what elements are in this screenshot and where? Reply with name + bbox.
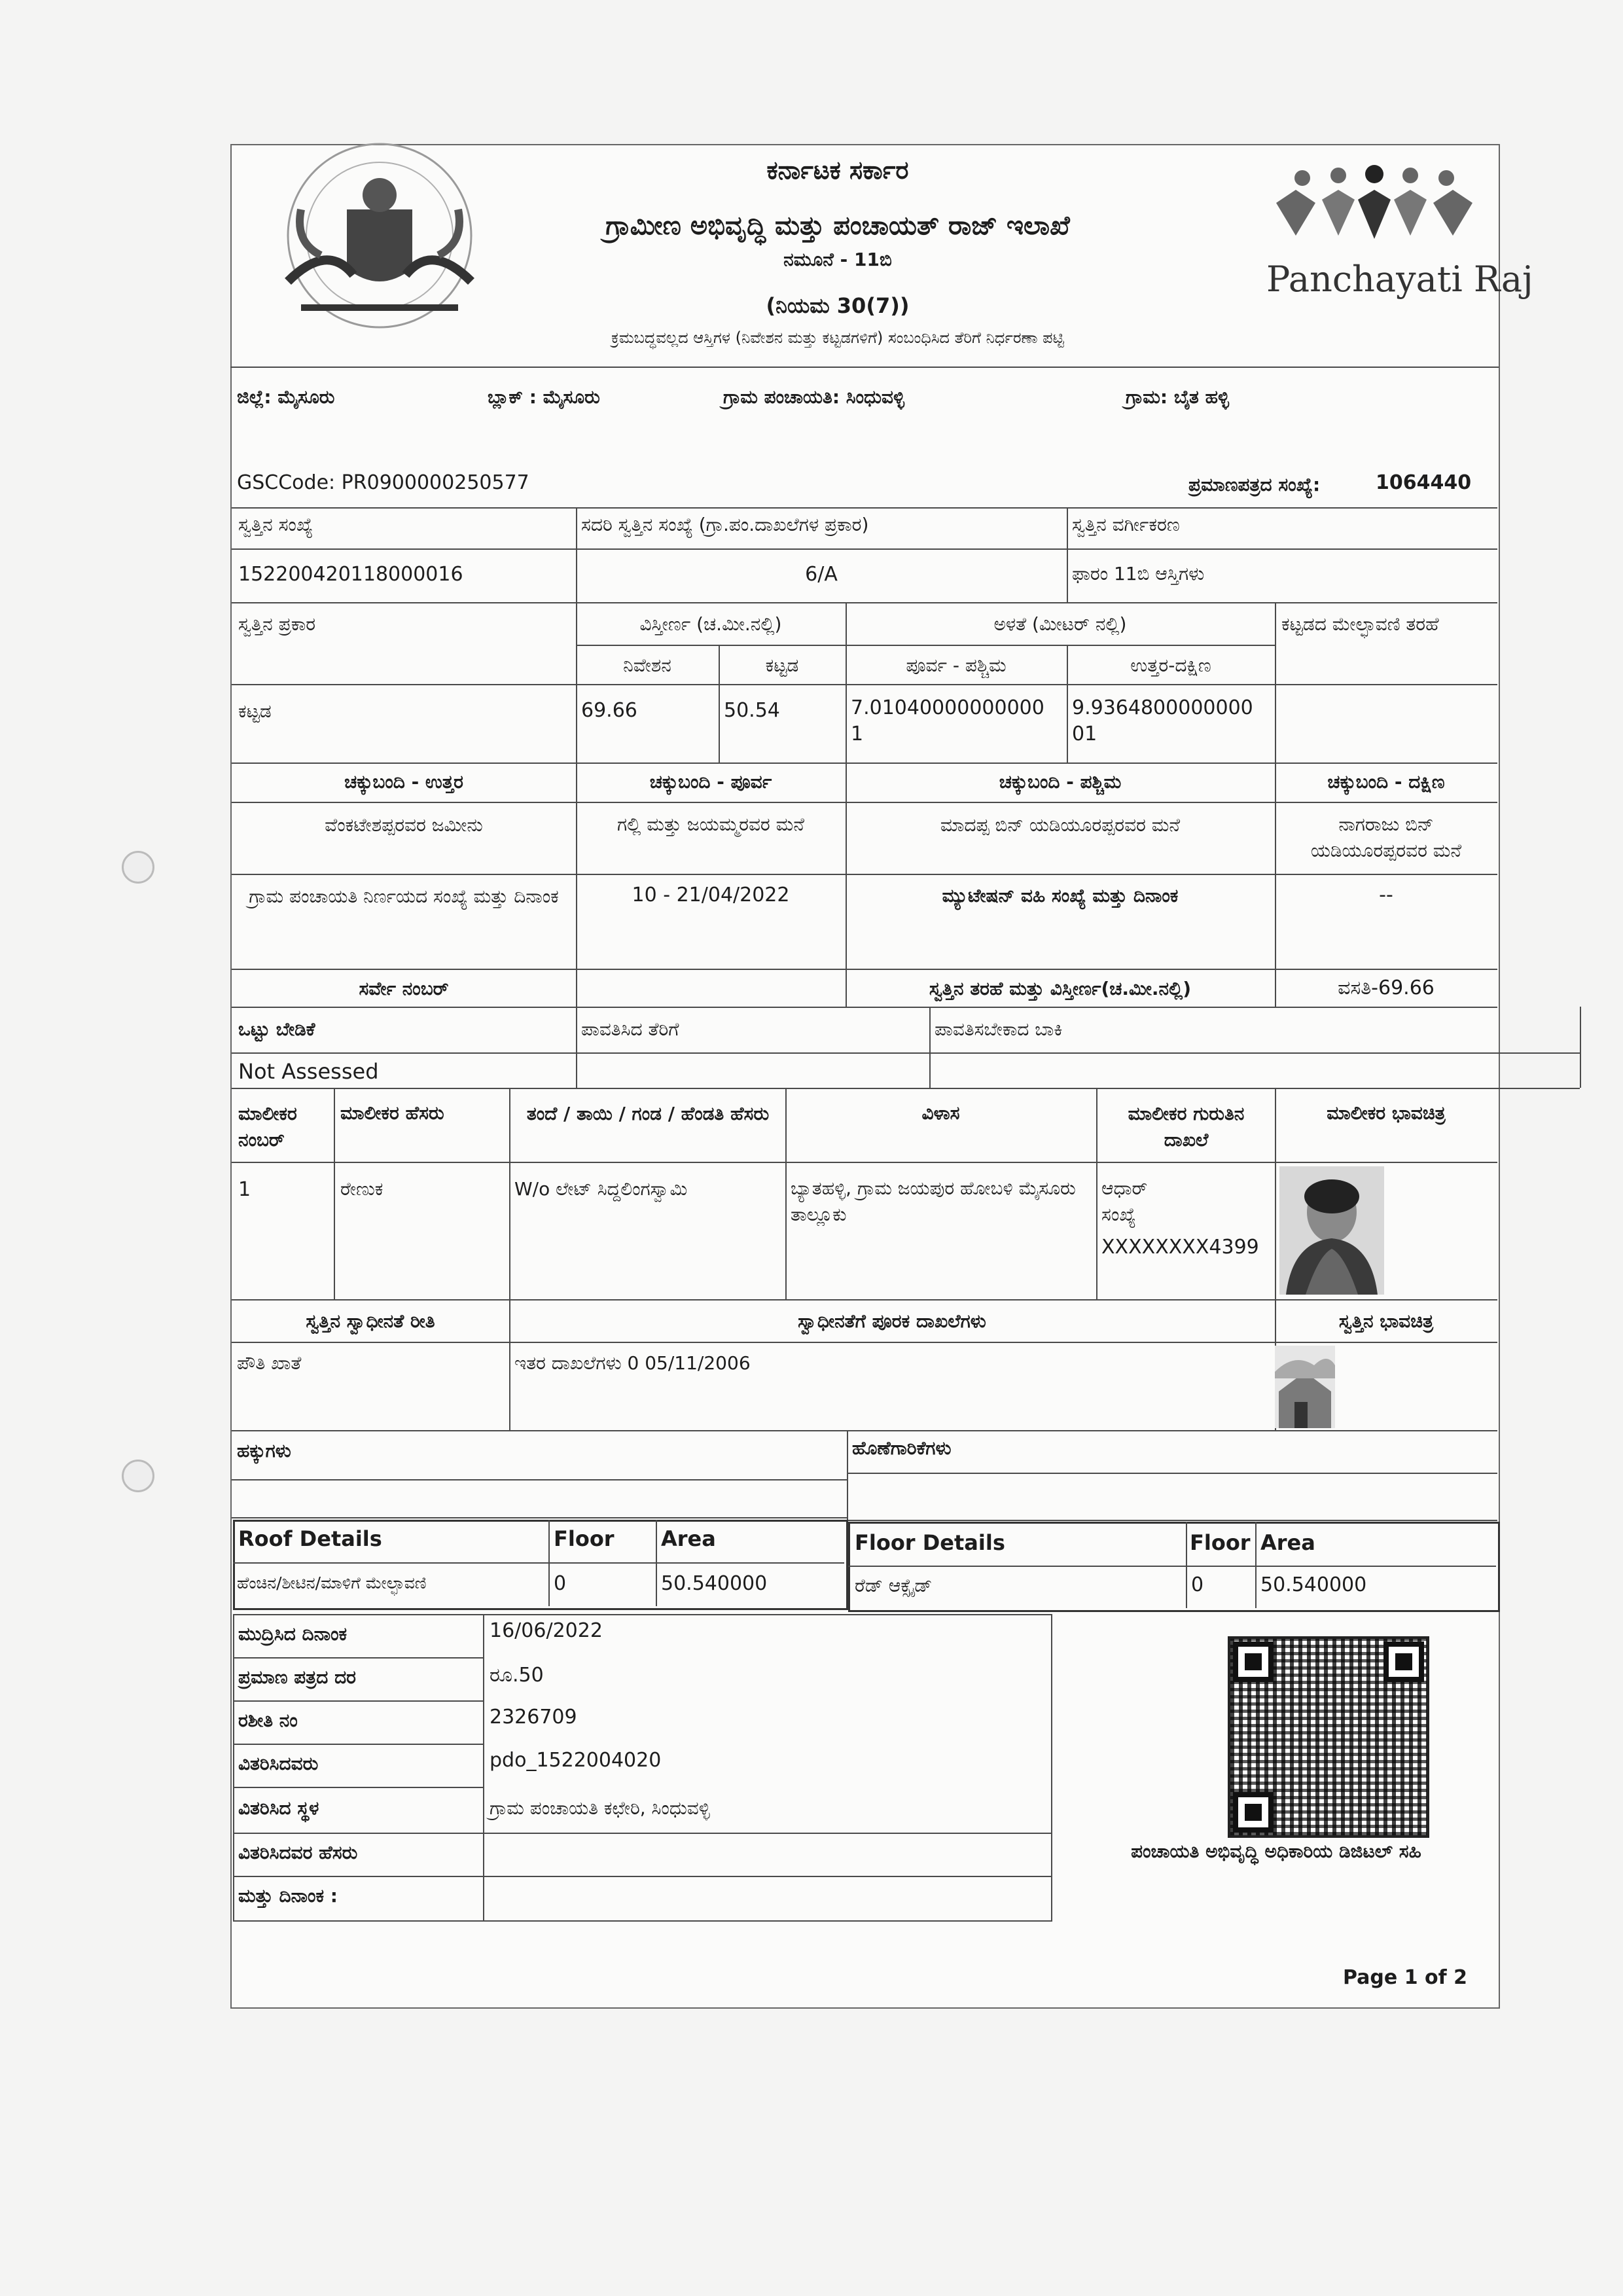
table-rule — [232, 1342, 1497, 1343]
table-rule — [232, 1299, 1497, 1300]
qr-finder — [1233, 1641, 1274, 1682]
table-col — [1051, 1614, 1052, 1922]
roof-area: 50.540000 — [661, 1572, 768, 1595]
boundary-south-header: ಚಕ್ಕುಬಂದಿ - ದಕ್ಷಿಣ — [1327, 771, 1445, 793]
owner-id-type: ಆಧಾರ್ ಸಂಖ್ಯೆ — [1101, 1177, 1148, 1225]
place: ಗ್ರಾಮ ಪಂಚಾಯತಿ ಕಛೇರಿ, ಸಿಂಧುವಳ್ಳಿ — [490, 1797, 710, 1819]
building-header: ಕಟ್ಟಡ — [765, 655, 799, 676]
department-title: ಗ್ರಾಮೀಣ ಅಭಿವೃದ್ಧಿ ಮತ್ತು ಪಂಚಾಯತ್ ರಾಜ್ ಇಲಾಖೆ — [605, 211, 1070, 241]
issuer: pdo_1522004020 — [490, 1749, 662, 1772]
owner-name: ರೇಣುಕ — [340, 1178, 383, 1200]
table-col — [1275, 602, 1276, 762]
district: ಜಿಲ್ಲೆ: ಮೈಸೂರು — [237, 386, 335, 408]
table-rule — [232, 1162, 1497, 1163]
roof-type: ಹೆಂಚಿನ/ಶೀಟಿನ/ಮಾಳಿಗೆ ಮೇಲ್ಛಾವಣಿ — [237, 1573, 427, 1592]
property-id-header: ಸ್ವತ್ತಿನ ಸಂಖ್ಯೆ — [238, 514, 313, 535]
owner-id-header: ಮಾಲೀಕರ ಗುರುತಿನ ದಾಖಲೆ — [1128, 1103, 1245, 1151]
resolution-value: 10 - 21/04/2022 — [632, 884, 790, 906]
table-rule — [232, 1430, 1497, 1431]
owner-name-header: ಮಾಲೀಕರ ಹೆಸರು — [340, 1102, 444, 1124]
table-col — [929, 1007, 931, 1088]
table-rule — [847, 1520, 1497, 1521]
east-west-header: ಪೂರ್ವ - ಪಶ್ಚಿಮ — [906, 655, 1007, 676]
table-rule — [233, 1920, 1051, 1922]
table-col — [1580, 1007, 1581, 1088]
ownership-docs: ಇತರ ದಾಖಲೆಗಳು 0 05/11/2006 — [514, 1352, 751, 1374]
table-rule — [576, 645, 1275, 646]
boundary-south: ನಾಗರಾಜು ಬಿನ್ ಯಡಿಯೂರಪ್ಪರವರ ಮನೆ — [1310, 814, 1462, 861]
block: ಬ್ಲಾಕ್ : ಮೈಸೂರು — [488, 386, 600, 408]
table-rule — [232, 507, 1497, 509]
roof-type-header: ಕಟ್ಟಡದ ಮೇಲ್ಛಾವಣಿ ತರಹೆ — [1281, 613, 1439, 635]
owner-address: ಬ್ಯಾತಹಳ್ಳಿ, ಗ್ರಾಮ ಜಯಪುರ ಹೋಬಳಿ ಮೈಸೂರು ತಾಲ್ಲೂಕು — [791, 1177, 1076, 1225]
gram-panchayat: ಗ್ರಾಮ ಪಂಚಾಯತಿ: ಸಿಂಧುವಳ್ಳಿ — [723, 386, 905, 408]
table-rule — [233, 1744, 483, 1745]
table-rule — [232, 684, 1497, 685]
ownership-method: ಪೌತಿ ಖಾತೆ — [237, 1352, 302, 1374]
qr-finder — [1383, 1641, 1424, 1682]
table-col — [847, 1430, 848, 1520]
owner-number-header: ಮಾಲೀಕರ ನಂಬರ್ — [238, 1103, 297, 1151]
floor-floor-header: Floor — [1190, 1530, 1251, 1555]
fee-label: ಪ್ರಮಾಣ ಪತ್ರದ ದರ — [238, 1666, 356, 1688]
floor-floor: 0 — [1191, 1573, 1204, 1596]
table-col — [1255, 1522, 1257, 1608]
table-rule — [232, 874, 1497, 875]
punch-hole-bottom — [122, 1460, 154, 1492]
place-label: ವಿತರಿಸಿದ ಸ್ಥಳ — [238, 1797, 319, 1819]
type-area-value: ವಸತಿ-69.66 — [1338, 977, 1435, 999]
east-west-value: 7.01040000000000 1 — [851, 696, 1044, 745]
table-rule — [233, 1614, 1051, 1615]
owner-id-number: XXXXXXXX4399 — [1101, 1236, 1259, 1259]
page-number: Page 1 of 2 — [1343, 1966, 1467, 1989]
table-col — [576, 1007, 577, 1088]
certificate-number-label: ಪ್ರಮಾಣಪತ್ರದ ಸಂಖ್ಯೆ: — [1188, 474, 1321, 495]
dimensions-header: ಅಳತೆ (ಮೀಟರ್ ನಲ್ಲಿ) — [993, 613, 1127, 635]
table-col — [1067, 507, 1068, 602]
boundary-east-header: ಚಕ್ಕುಬಂದಿ - ಪೂರ್ವ — [649, 771, 772, 793]
owner-photo-header: ಮಾಲೀಕರ ಭಾವಚಿತ್ರ — [1327, 1102, 1446, 1124]
table-rule — [232, 1007, 1497, 1008]
site-area: 69.66 — [581, 699, 637, 722]
digital-signature-label: ಪಂಚಾಯತಿ ಅಭಿವೃದ್ಧಿ ಅಧಿಕಾರಿಯ ಡಿಜಿಟಲ್ ಸಹಿ — [1131, 1840, 1421, 1862]
ownership-method-header: ಸ್ವತ್ತಿನ ಸ್ವಾಧೀನತೆ ರೀತಿ — [306, 1310, 435, 1332]
roof-floor: 0 — [554, 1572, 567, 1595]
table-col — [656, 1520, 657, 1606]
old-property-id: 6/A — [805, 563, 838, 586]
boundary-west-header: ಚಕ್ಕುಬಂದಿ - ಪಶ್ಚಿಮ — [999, 771, 1122, 793]
building-area: 50.54 — [724, 699, 780, 722]
rights-header: ಹಕ್ಕುಗಳು — [237, 1440, 291, 1462]
table-rule — [233, 1787, 483, 1788]
classification: ಫಾರಂ 11ಬಿ ಆಸ್ತಿಗಳು — [1072, 563, 1205, 584]
fee: ರೂ.50 — [490, 1664, 544, 1687]
table-rule — [232, 1088, 1580, 1089]
table-rule — [232, 802, 1497, 803]
qr-finder — [1233, 1792, 1274, 1833]
table-rule — [233, 1700, 483, 1702]
boundary-west: ಮಾದಪ್ಪ ಬಿನ್ ಯಡಿಯೂರಪ್ಪರವರ ಮನೆ — [940, 814, 1181, 836]
boundary-north: ವೆಂಕಟೇಶಪ್ಪರವರ ಜಮೀನು — [325, 814, 483, 836]
punch-hole-top — [122, 851, 154, 884]
document-subtitle: ಕ್ರಮಬದ್ಧವಲ್ಲದ ಆಸ್ತಿಗಳ (ನಿವೇಶನ ಮತ್ತು ಕಟ್ಟಡಗಳಿಗೆ) ಸಂಬಂಧಿಸಿದ ತೆರಿಗೆ ನಿರ್ಧರಣಾ ಪಟ್ಟಿ — [611, 329, 1064, 347]
table-col — [548, 1520, 550, 1606]
property-id: 152200420118000016 — [238, 563, 463, 586]
floor-type: ರೆಡ್ ಆಕ್ಸೈಡ್ — [855, 1575, 933, 1596]
print-date-label: ಮುದ್ರಿಸಿದ ದಿನಾಂಕ — [238, 1623, 348, 1645]
table-rule — [232, 969, 1497, 970]
karnataka-emblem — [242, 137, 504, 353]
receipt-number: 2326709 — [490, 1706, 577, 1729]
table-rule — [233, 1657, 483, 1659]
table-col — [509, 1088, 510, 1299]
total-demand: Not Assessed — [238, 1059, 379, 1084]
table-rule — [232, 762, 1497, 764]
table-rule — [848, 1566, 1496, 1567]
liabilities-header: ಹೊಣೆಗಾರಿಕೆಗಳು — [852, 1437, 952, 1459]
north-south-header: ಉತ್ತರ-ದಕ್ಷಿಣ — [1130, 655, 1211, 676]
relation-header: ತಂದೆ / ತಾಯಿ / ಗಂಡ / ಹೆಂಡತಿ ಹೆಸರು — [526, 1103, 770, 1124]
form-number: ನಮೂನೆ - 11ಬಿ — [783, 249, 892, 270]
table-rule — [233, 1562, 844, 1564]
type-area-label: ಸ್ವತ್ತಿನ ತರಹೆ ಮತ್ತು ವಿಸ್ತೀರ್ಣ(ಚ.ಮೀ.ನಲ್ಲಿ) — [929, 978, 1192, 999]
table-rule — [847, 1473, 1497, 1474]
table-rule — [232, 1517, 847, 1518]
boundary-north-header: ಚಕ್ಕುಬಂದಿ - ಉತ್ತರ — [344, 771, 463, 793]
roof-area-header: Area — [661, 1526, 716, 1551]
header-divider — [230, 367, 1499, 368]
classification-header: ಸ್ವತ್ತಿನ ವರ್ಗೀಕರಣ — [1072, 514, 1180, 535]
owner-number: 1 — [238, 1178, 251, 1201]
table-col — [1186, 1522, 1187, 1608]
village: ಗ್ರಾಮ: ಬೈತ ಹಳ್ಳಿ — [1126, 386, 1230, 408]
table-rule — [233, 1876, 1051, 1877]
government-title: ಕರ್ನಾಟಕ ಸರ್ಕಾರ — [766, 156, 909, 185]
table-rule — [232, 1479, 847, 1480]
panchayati-raj-logo — [1263, 164, 1486, 255]
mutation-label: ಮ್ಯುಟೇಷನ್ ವಹಿ ಸಂಖ್ಯೆ ಮತ್ತು ದಿನಾಂಕ — [942, 885, 1179, 906]
due-tax-header: ಪಾವತಿಸಬೇಕಾದ ಬಾಕಿ — [935, 1018, 1063, 1040]
floor-area: 50.540000 — [1260, 1573, 1367, 1596]
gsc-code: GSCCode: PR0900000250577 — [237, 471, 529, 494]
roof-details-title: Roof Details — [238, 1526, 382, 1551]
table-rule — [233, 1833, 1051, 1834]
issuer-label: ವಿತರಿಸಿದವರು — [238, 1753, 319, 1774]
table-rule — [232, 1052, 1580, 1054]
ownership-docs-header: ಸ್ವಾಧೀನತೆಗೆ ಪೂರಕ ದಾಖಲೆಗಳು — [798, 1310, 986, 1332]
survey-label: ಸರ್ವೇ ನಂಬರ್ — [359, 978, 449, 999]
total-demand-header: ಒಟ್ಟು ಬೇಡಿಕೆ — [238, 1018, 315, 1040]
boundary-east: ಗಲ್ಲಿ ಮತ್ತು ಜಯಮ್ಮರವರ ಮನೆ — [617, 814, 804, 835]
floor-area-header: Area — [1260, 1530, 1315, 1555]
table-col — [1096, 1088, 1097, 1299]
floor-details-title: Floor Details — [855, 1530, 1005, 1555]
rule-number: (ನಿಯಮ 30(7)) — [766, 293, 910, 318]
receipt-label: ರಶೀತಿ ನಂ — [238, 1710, 298, 1731]
roof-floor-header: Floor — [554, 1526, 615, 1551]
old-property-id-header: ಸದರಿ ಸ್ವತ್ತಿನ ಸಂಖ್ಯೆ (ಗ್ರಾ.ಪಂ.ದಾಖಲೆಗಳ ಪ್ರಕಾರ) — [581, 514, 869, 535]
panchayati-raj-logo-text: Panchayati Raj — [1266, 259, 1533, 300]
table-rule — [232, 602, 1497, 603]
owner-photo — [1279, 1166, 1384, 1295]
area-header: ವಿಸ್ತೀರ್ಣ (ಚ.ಮೀ.ನಲ್ಲಿ) — [639, 613, 782, 635]
qr-code — [1228, 1636, 1429, 1838]
certificate-number: 1064440 — [1376, 471, 1472, 494]
issue-date-label: ಮತ್ತು ದಿನಾಂಕ : — [238, 1885, 338, 1907]
property-photo-header: ಸ್ವತ್ತಿನ ಭಾವಚಿತ್ರ — [1338, 1310, 1434, 1332]
table-col — [334, 1088, 335, 1299]
address-header: ವಿಳಾಸ — [921, 1102, 960, 1124]
property-type: ಕಟ್ಟಡ — [238, 700, 272, 722]
mutation-value: -- — [1379, 884, 1393, 906]
issuer-name-label: ವಿತರಿಸಿದವರ ಹೆಸರು — [238, 1842, 358, 1863]
paid-tax-header: ಪಾವತಿಸಿದ ತೆರಿಗೆ — [581, 1018, 679, 1040]
property-photo — [1275, 1346, 1335, 1428]
property-type-header: ಸ್ವತ್ತಿನ ಪ್ರಕಾರ — [238, 613, 316, 635]
print-date: 16/06/2022 — [490, 1619, 603, 1642]
resolution-label: ಗ್ರಾಮ ಪಂಚಾಯತಿ ನಿರ್ಣಯದ ಸಂಖ್ಯೆ ಮತ್ತು ದಿನಾಂಕ — [249, 886, 559, 907]
owner-relation: W/o ಲೇಟ್ ಸಿದ್ದಲಿಂಗಸ್ವಾಮಿ — [514, 1178, 688, 1200]
north-south-value: 9.9364800000000 01 — [1072, 696, 1253, 745]
table-rule — [232, 548, 1497, 550]
site-header: ನಿವೇಶನ — [623, 655, 671, 676]
